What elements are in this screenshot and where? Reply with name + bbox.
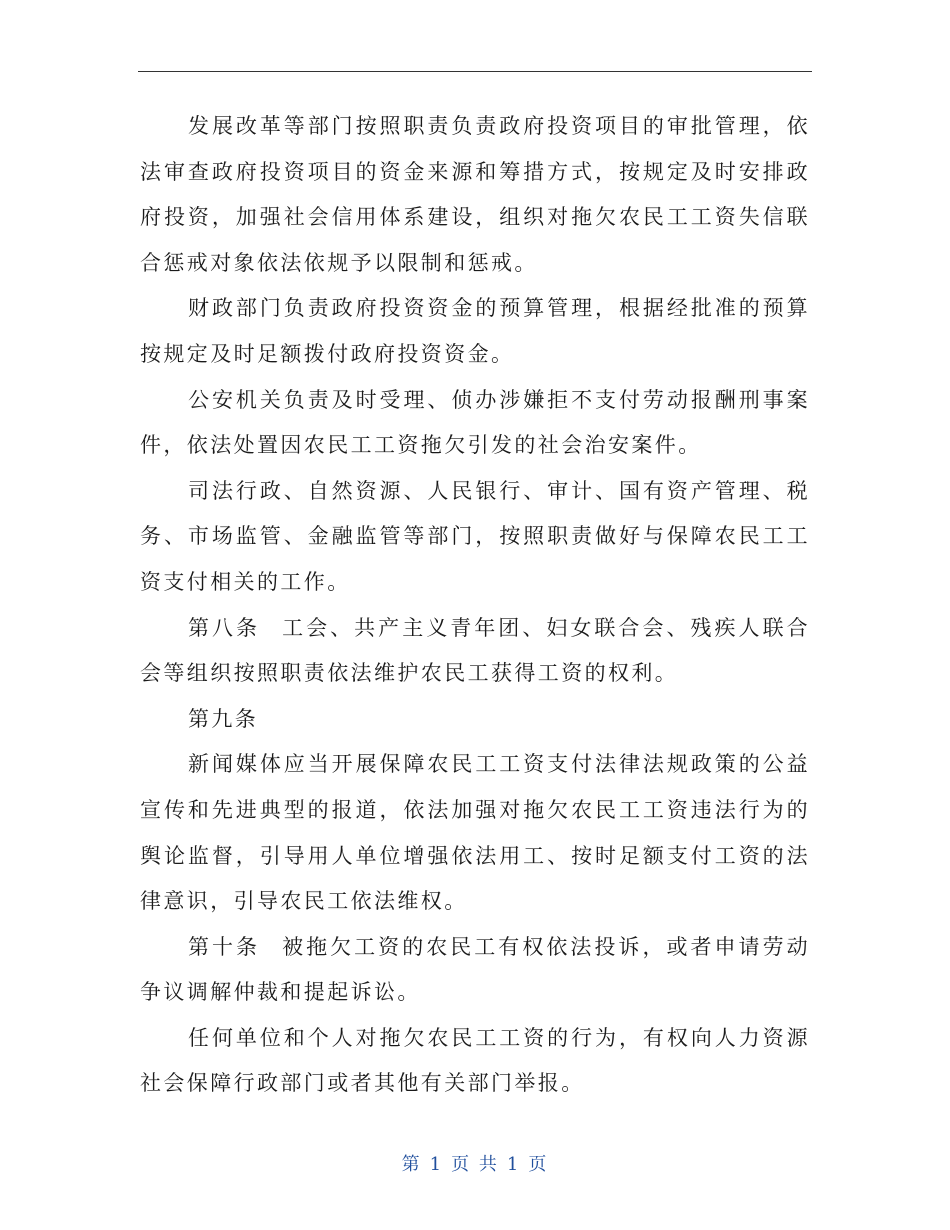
paragraph: [140, 378, 810, 469]
paragraph: [140, 742, 810, 924]
paragraph-text: 任何单位和个人对拖欠农民工工资的行为，有权向人力资源社会保障行政部门或者其他有关部门举报。: [140, 1025, 810, 1096]
article-number: 第十条: [188, 934, 261, 959]
paragraph-text: 发展改革等部门按照职责负责政府投资项目的审批管理，依法审查政府投资项目的资金来源和筹措方式，按规定及时安排政府投资，加强社会信用体系建设，组织对拖欠农民工工资失信联合惩戒对象依法依规予以限制和惩戒。: [140, 114, 810, 275]
article-number: 第九条: [188, 706, 259, 731]
document-body: [140, 104, 810, 1107]
page-footer: [0, 1150, 950, 1176]
footer-prefix: 第: [401, 1154, 422, 1175]
paragraph-text: 公安机关负责及时受理、侦办涉嫌拒不支付劳动报酬刑事案件，依法处置因农民工工资拖欠引发的社会治安案件。: [140, 387, 810, 458]
paragraph-text: 司法行政、自然资源、人民银行、审计、国有资产管理、税务、市场监管、金融监管等部门，按照职责做好与保障农民工工资支付相关的工作。: [140, 478, 810, 594]
paragraph-text: 被拖欠工资的农民工有权依法投诉，或者申请劳动争议调解仲裁和提起诉讼。: [140, 934, 810, 1005]
current-page-number: 1: [429, 1154, 444, 1175]
header-rule: [138, 71, 812, 72]
footer-suffix: 页: [528, 1154, 549, 1175]
paragraph: [140, 286, 810, 377]
footer-middle: 页 共: [451, 1154, 499, 1175]
article-10: [140, 925, 810, 1016]
paragraph: [140, 1016, 810, 1107]
paragraph: [140, 104, 810, 286]
article-8: [140, 606, 810, 697]
article-number: 第八条: [188, 615, 261, 640]
article-9: [140, 697, 810, 743]
paragraph: [140, 469, 810, 606]
paragraph-text: 工会、共产主义青年团、妇女联合会、残疾人联合会等组织按照职责依法维护农民工获得工资的权利。: [140, 615, 810, 686]
paragraph-text: 新闻媒体应当开展保障农民工工资支付法律法规政策的公益宣传和先进典型的报道，依法加强对拖欠农民工工资违法行为的舆论监督，引导用人单位增强依法用工、按时足额支付工资的法律意识，引导农民工依法维权。: [140, 752, 810, 914]
total-page-number: 1: [506, 1154, 521, 1175]
paragraph-text: 财政部门负责政府投资资金的预算管理，根据经批准的预算按规定及时足额拨付政府投资资金。: [140, 296, 810, 366]
